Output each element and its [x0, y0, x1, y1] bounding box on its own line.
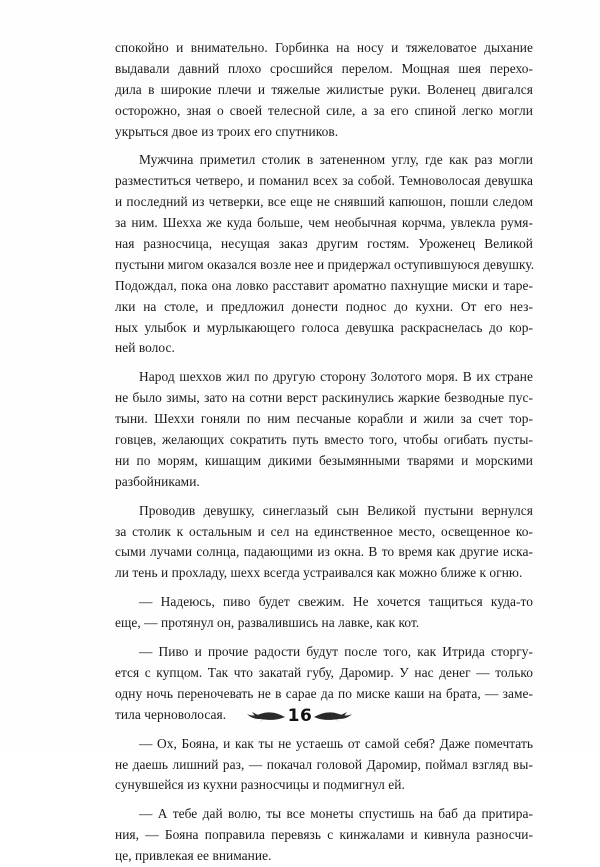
- paragraph: [115, 734, 533, 797]
- text-line: ных улыбок и мурлыкающего голоса девушка раскраснелась до кор-: [115, 319, 533, 335]
- paragraph: [115, 367, 533, 492]
- text-line: ни по морям, кишащим дикими безымянными тварями и морскими: [115, 452, 533, 468]
- text-line: не было зимы, зато на сотни верст раскинулись жаркие безводные пус-: [115, 390, 533, 406]
- text-line: выдавали давний плохо сросшийся перелом. Мощная шея перехо-: [115, 60, 533, 76]
- paragraph: [115, 501, 533, 585]
- text-line: ли тень и прохладу, шехх всегда устраивался как можно ближе к огню.: [115, 565, 523, 581]
- text-line: осторожно, зная о своей телесной силе, а за его спиной легко могли: [115, 102, 533, 118]
- text-line: и последний из четверки, все еще не снявший капюшон, пошли следом: [115, 194, 533, 210]
- text-line: тыни. Шеххи гоняли по ним песчаные корабли и жили за счет тор-: [115, 411, 533, 427]
- text-line: Подождал, пока она ловко расставит ароматно пахнущие миски и таре-: [115, 277, 533, 293]
- text-line: пустыни мигом оказался возле нее и придержал оступившуюся девушку.: [115, 256, 535, 272]
- paragraph: [115, 804, 533, 867]
- text-line: ния, — Бояна поправила перевязь с кинжалами и кивнула разносчи-: [115, 827, 533, 843]
- paragraph: [115, 150, 533, 359]
- text-line: сунувшейся из кухни разносчицы и подмигнул ей.: [115, 777, 405, 793]
- text-line: ная разносчица, несущая заказ другим гостям. Уроженец Великой: [115, 236, 533, 252]
- text-line: не даешь лишний раз, — покачал головой Даромир, поймал взгляд вы-: [115, 756, 533, 772]
- text-line: еще, — протянул он, развалившись на лавке, как кот.: [115, 615, 420, 631]
- page-number: 16: [287, 706, 313, 726]
- text-line: одну ночь переночевать не в сарае да по миске каши на брата, — заме-: [115, 685, 533, 701]
- text-line: говцев, желающих сократить путь вместо того, чтобы огибать пусты-: [115, 432, 533, 448]
- text-line: Мужчина приметил столик в затененном углу, где как раз могли: [139, 152, 533, 168]
- text-line: лки на столе, и предложил донести поднос до кухни. От его нез-: [115, 298, 533, 314]
- text-line: сыми лучами солнца, падающими из окна. В то время как другие иска-: [115, 544, 533, 560]
- text-line: за ним. Шехха же куда больше, чем необычная корчма, увлекла румя-: [115, 215, 533, 231]
- text-line: — Надеюсь, пиво будет свежим. Не хочется тащиться куда-то: [139, 594, 533, 610]
- text-line: спокойно и внимательно. Горбинка на носу и тяжеловатое дыхание: [115, 40, 533, 55]
- page-footer: [0, 700, 600, 736]
- text-line: ется с купцом. Так что закатай губу, Даромир. У нас денег — только: [115, 664, 533, 680]
- text-line: укрыться двое из троих его спутников.: [115, 123, 339, 139]
- text-line: тила черноволосая.: [115, 706, 227, 722]
- text-line: це, привлекая ее внимание.: [115, 848, 272, 864]
- paragraph: [115, 38, 533, 142]
- body-text: [115, 38, 533, 867]
- text-line: ней волос.: [115, 340, 175, 356]
- text-line: разбойниками.: [115, 473, 200, 489]
- paragraph: [115, 592, 533, 634]
- text-line: — Ох, Бояна, и как ты не устаешь от самой себя? Даже помечтать: [139, 735, 533, 751]
- text-line: — А тебе дай волю, ты все монеты спустишь на баб да притира-: [139, 806, 533, 822]
- text-line: разместиться четверо, и поманил всех за собой. Темноволосая девушка: [115, 173, 533, 189]
- text-line: Народ шеххов жил по другую сторону Золотого моря. В их стране: [139, 369, 533, 385]
- text-line: — Пиво и прочие радости будут после того, как Итрида сторгу-: [139, 644, 533, 660]
- right-ornament-icon: [313, 709, 353, 725]
- text-line: Проводив девушку, синеглазый сын Великой пустыни вернулся: [139, 502, 533, 518]
- text-line: дила в широкие плечи и тяжелые жилистые руки. Воленец двигался: [115, 81, 533, 97]
- text-line: за столик к остальным и сел на единственное место, освещенное ко-: [115, 523, 533, 539]
